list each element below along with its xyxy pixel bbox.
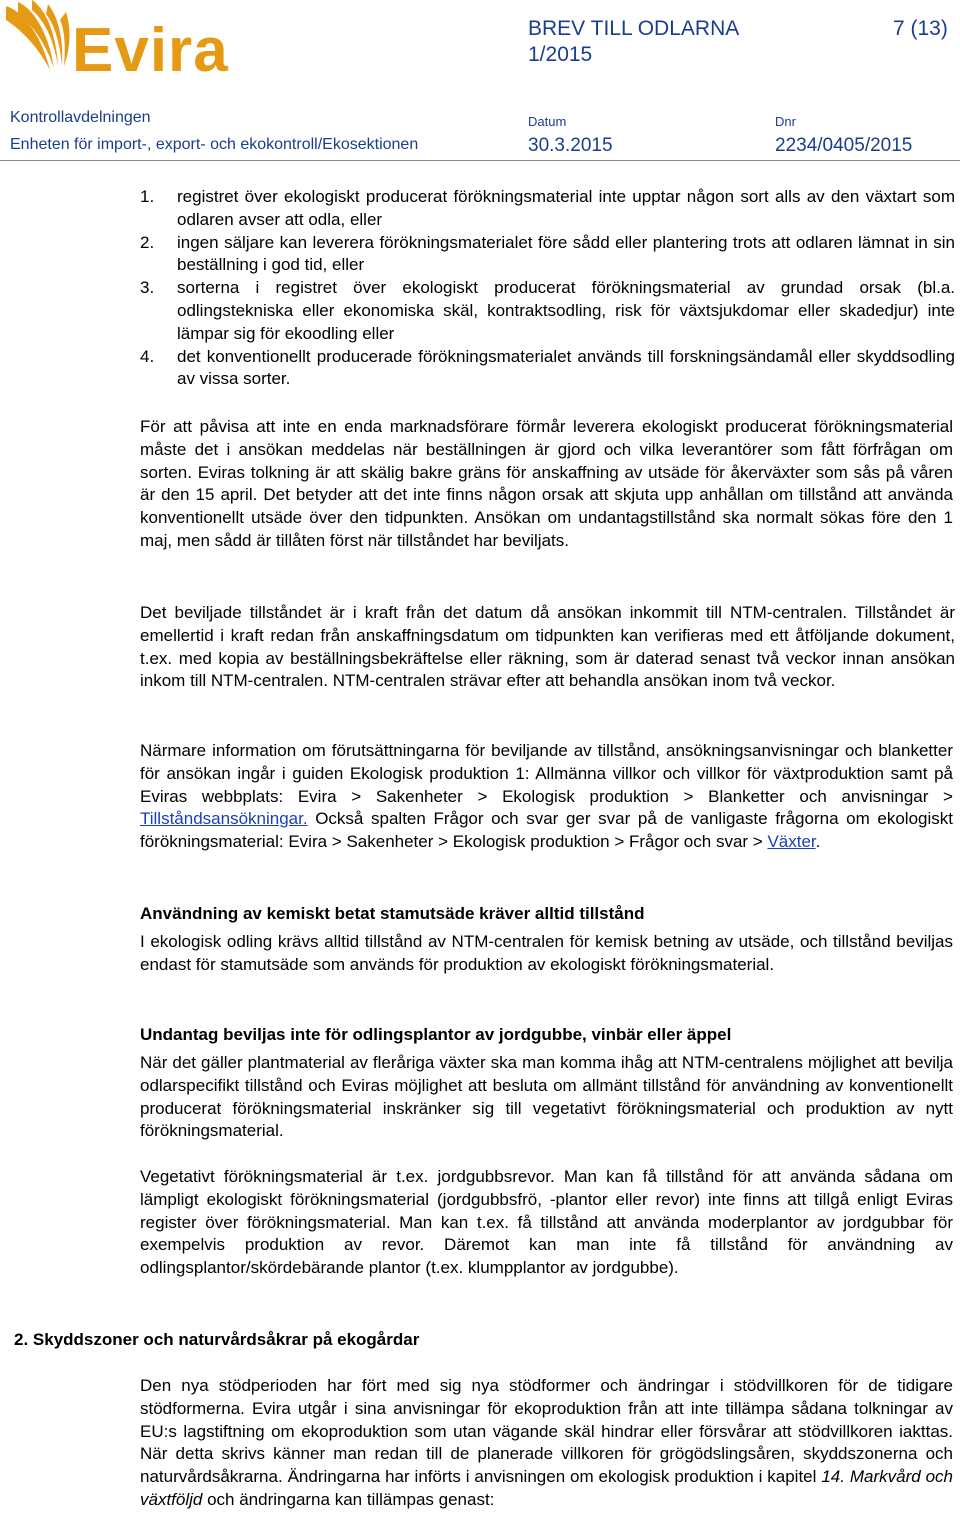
list-item: [140, 346, 955, 392]
list-item: [140, 186, 955, 232]
list-number: 3.: [140, 278, 155, 298]
list-item: [140, 277, 955, 345]
paragraph-text: Den nya stödperioden har fört med sig nya stödformer och ändringar i stödvillkoren för de tidigare stödformerna. Evira utgår i sina anvisningar för ekoproduktion från att inte tillämpa sådana tolkningar av EU:s lagstiftning om ekoproduktion som utan vägande skäl hindrar eller försvårar att stödvillkoren iakttas. När detta skrivs känner man redan till de planerade villkoren för grögödslingsåren, skyddszonerna och naturvårdsåkrarna. Ändringarna har införts i anvisningen om ekologisk produktion i kapitel: [140, 1376, 953, 1487]
paragraph-support-period: [140, 1375, 953, 1512]
chapter-reference: 14. Markvård och växtföljd: [140, 1467, 953, 1509]
list-text: ingen säljare kan leverera förökningsmaterialet före sådd eller plantering trots att odlaren lämnat in sin beställning i god tid, eller: [177, 232, 955, 275]
link-vaxter[interactable]: Växter: [767, 832, 816, 852]
heading-chemical-treatment: Användning av kemiskt betat stamutsäde kräver alltid tillstånd: [140, 904, 645, 923]
list-text: registret över ekologiskt producerat förökningsmaterial inte upptar någon sort alls av den växtart som odlaren avser att odla, eller: [177, 187, 955, 229]
criteria-list: [140, 186, 955, 391]
link-tillstandsansokningar[interactable]: Tillståndsansökningar.: [140, 809, 308, 829]
date-label: Datum: [528, 114, 567, 129]
list-number: 1.: [140, 187, 155, 206]
paragraph-chemical-treatment: I ekologisk odling krävs alltid tillstånd av NTM-centralen för kemisk betning av utsäde, och tillstånd beviljas endast för stamutsäde som används för produktion av ekologiskt förökningsmaterial.: [140, 932, 953, 974]
paragraph-permit-validity: Det beviljade tillståndet är i kraft från det datum då ansökan inkommit till NTM-centralen. Tillståndet är emellertid i kraft redan från anskaffningsdatum om tidpunkten kan verifieras med ett åtföljande dokument, t.ex. med kopia av beställningsbekräftelse eller räkning, som är daterad senast två veckor innan ansökan inkom till NTM-centralen. NTM-centralen strävar efter att behandla ansökan inom två veckor.: [140, 603, 955, 691]
list-text: det konventionellt producerade förökningsmaterialet används till forskningsändamål eller skyddsodling av vissa sorter.: [177, 346, 955, 389]
paragraph-text: och ändringarna kan tillämpas genast:: [202, 1489, 495, 1509]
logo-text: Evira: [72, 16, 229, 85]
heading-exceptions: Undantag beviljas inte för odlingsplantor av jordgubbe, vinbär eller äppel: [140, 1025, 732, 1044]
list-number: 2.: [140, 232, 155, 252]
paragraph-vegetative-material: Vegetativt förökningsmaterial är t.ex. jordgubbsrevor. Man kan få tillstånd för att använda sådana om lämpligt ekologiskt förökningsmaterial (jordgubbsfrö, -plantor eller revor) inte finns att tillgå enligt Eviras register över förökningsmaterial. Man kan t.ex. få tillstånd att använda moderplantor av jordgubbar för exempelvis produktion av revor. Däremot kan man inte få tillstånd för användning av odlingsplantor/skördebärande plantor (t.ex. klumpplantor av jordgubbe).: [140, 1167, 953, 1278]
section-heading-buffer-zones: 2. Skyddszoner och naturvårdsåkrar på ekogårdar: [14, 1330, 420, 1349]
dnr-value: 2234/0405/2015: [775, 135, 913, 156]
paragraph-proof-requirement: För att påvisa att inte en enda marknadsförare förmår leverera ekologiskt producerat förökningsmaterial måste det i ansökan meddelas när beställningen är gjord och vilka leverantörer som fått förfrågan om sorten. Eviras tolkning är att skälig bakre gräns för anskaffning av utsäde för åkerväxter som sås på våren är den 15 april. Det betyder att det inte finns någon orsak att skjuta upp anhållan om tillstånd att använda konventionellt utsäde över den tidpunkten. Ansökan om undantagstillstånd ska normalt sökas före den 1 maj, men sådd är tillåten först när tillståndet har beviljats.: [140, 417, 953, 550]
list-number: 4.: [140, 346, 155, 366]
department: Kontrollavdelningen: [10, 109, 151, 126]
paragraph-perennial-plants: När det gäller plantmaterial av fleråriga växter ska man komma ihåg att NTM-centralens möjlighet att bevilja odlarspecifikt tillstånd och Eviras möjlighet att besluta om allmänt tillstånd för användning av konventionellt producerat förökningsmaterial inskränker sig till vegetativt förökningsmaterial och produktion av nytt förökningsmaterial.: [140, 1053, 953, 1141]
list-item: [140, 232, 955, 278]
document-number: 1/2015: [528, 43, 593, 66]
unit: Enheten för import-, export- och ekokontroll/Ekosektionen: [10, 136, 419, 153]
page-number: 7 (13): [893, 17, 948, 40]
dnr-label: Dnr: [775, 114, 796, 129]
paragraph-text: Närmare information om förutsättningarna för beviljande av tillstånd, ansökningsanvisningar och blanketter för ansökan ingår i guiden Ekologisk produktion 1: Allmänna villkor och villkor för växtproduktion samt på Eviras webbplats: Evira > Sakenheter > Ekologisk produktion > Blanketter och anvisningar >: [140, 741, 953, 806]
list-text: sorterna i registret över ekologiskt producerat förökningsmaterial av grundad orsak (bl.a. odlingstekniska eller ekonomiska skäl, kontraktsodling, risk för växtsjukdomar eller skadedjur) inte lämpar sig för ekoodling eller: [177, 278, 955, 343]
paragraph-text: Också spalten Frågor och svar ger svar på de vanligaste frågorna om ekologiskt förökningsmaterial: Evira > Sakenheter > Ekologisk produktion > Frågor och svar >: [140, 809, 953, 852]
evira-logo-icon: [0, 0, 80, 80]
header-divider: [0, 160, 960, 161]
date-value: 30.3.2015: [528, 135, 613, 156]
paragraph-text: .: [815, 832, 821, 852]
paragraph-more-information: [140, 740, 953, 854]
document-title: BREV TILL ODLARNA: [528, 17, 740, 40]
